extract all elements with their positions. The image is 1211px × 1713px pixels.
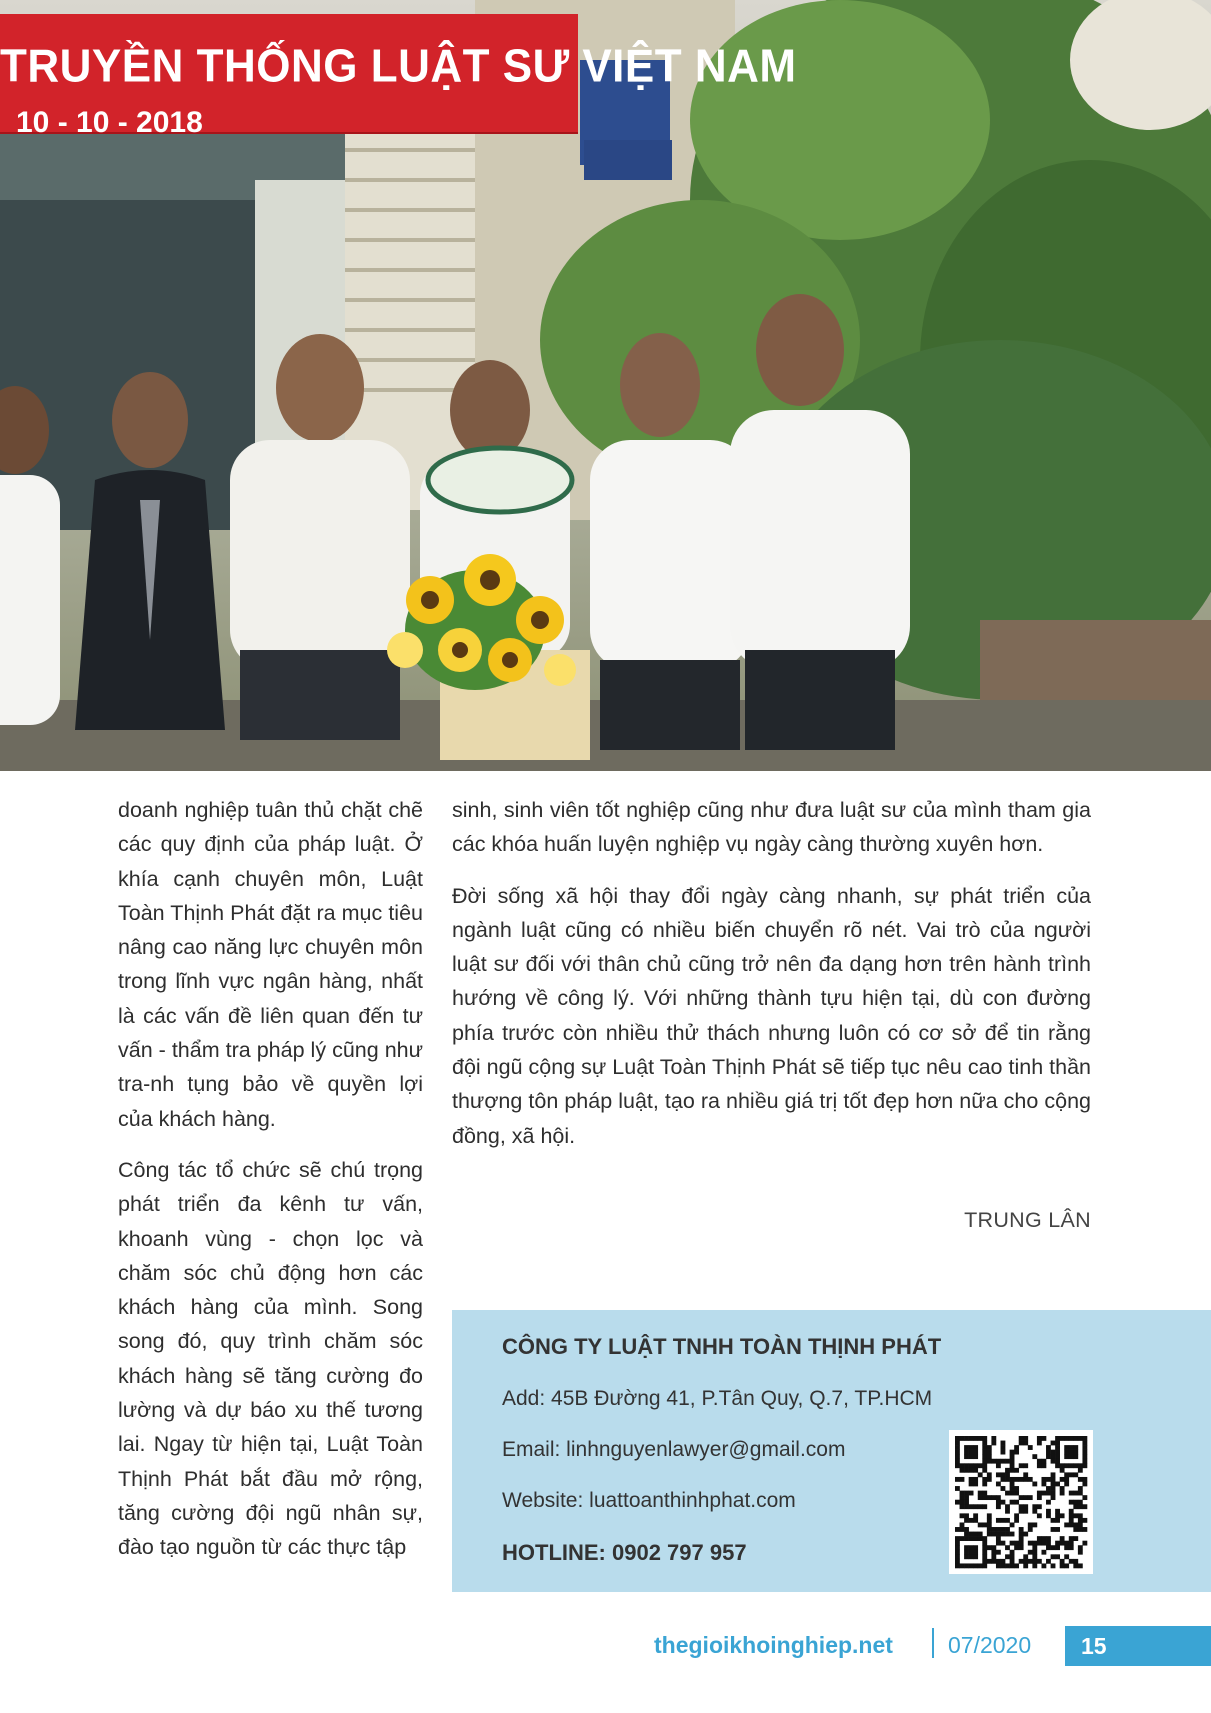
article-left-column <box>118 793 423 1582</box>
page-number: 15 <box>1081 1633 1107 1659</box>
company-info-box <box>452 1310 1211 1592</box>
footer-divider <box>932 1628 934 1658</box>
company-address: Add: 45B Đường 41, P.Tân Quy, Q.7, TP.HCM <box>502 1387 933 1410</box>
qr-code-icon <box>949 1430 1093 1574</box>
footer-website[interactable]: thegioikhoinghiep.net <box>654 1632 893 1658</box>
paragraph: sinh, sinh viên tốt nghiệp cũng như đưa luật sư của mình tham gia các khóa huấn luyện nghiệp vụ ngày càng thường xuyên hơn. <box>452 798 1091 857</box>
banner-date: 10 - 10 - 2018 <box>16 106 203 139</box>
company-name: CÔNG TY LUẬT TNHH TOÀN THỊNH PHÁT <box>502 1334 942 1359</box>
company-website[interactable]: Website: luattoanthinhphat.com <box>502 1489 796 1512</box>
article-right-column <box>452 793 1091 1170</box>
banner-title: TRUYỀN THỐNG LUẬT SƯ VIỆT NAM <box>0 40 797 93</box>
footer-issue-date: 07/2020 <box>948 1632 1032 1658</box>
cover-photo <box>0 0 1211 771</box>
paragraph: Công tác tổ chức sẽ chú trọng phát triển đa kênh tư vấn, khoanh vùng - chọn lọc và chăm sóc chủ động hơn các khách hàng của mình. Song song đó, quy trình chăm sóc khách hàng sẽ tăng cường đo lường và dự báo xu thế tương lai. Ngay từ hiện tại, Luật Toàn Thịnh Phát bắt đầu mở rộng, tăng cường đội ngũ nhân sự, đào tạo nguồn từ các thực tập <box>118 1157 423 1560</box>
page-number-badge <box>1065 1626 1211 1666</box>
paragraph: Đời sống xã hội thay đổi ngày càng nhanh, sự phát triển của ngành luật cũng có nhiều biến chuyển rõ nét. Vai trò của người luật sư đối với thân chủ cũng trở nên đa dạng hơn trên hành trình hướng về công lý. Với những thành tựu hiện tại, dù con đường phía trước còn nhiều thử thách nhưng luôn có cơ sở để tin rằng đội ngũ cộng sự Luật Toàn Thịnh Phát sẽ tiếp tục nêu cao tinh thần thượng tôn pháp luật, tạo ra nhiều giá trị tốt đẹp hơn nữa cho cộng đồng, xã hội. <box>452 883 1091 1148</box>
paragraph: doanh nghiệp tuân thủ chặt chẽ các quy định của pháp luật. Ở khía cạnh chuyên môn, Luật Toàn Thịnh Phát đặt ra mục tiêu nâng cao năng lực chuyên môn trong lĩnh vực ngân hàng, nhất là các vấn đề liên quan đến tư vấn - thẩm tra pháp lý cũng như tra-nh tụng bảo về quyền lợi của khách hàng. <box>118 798 423 1131</box>
author-byline: TRUNG LÂN <box>964 1208 1091 1232</box>
company-email[interactable]: Email: linhnguyenlawyer@gmail.com <box>502 1438 846 1461</box>
company-hotline: HOTLINE: 0902 797 957 <box>502 1540 747 1565</box>
photo-banner <box>0 14 797 139</box>
